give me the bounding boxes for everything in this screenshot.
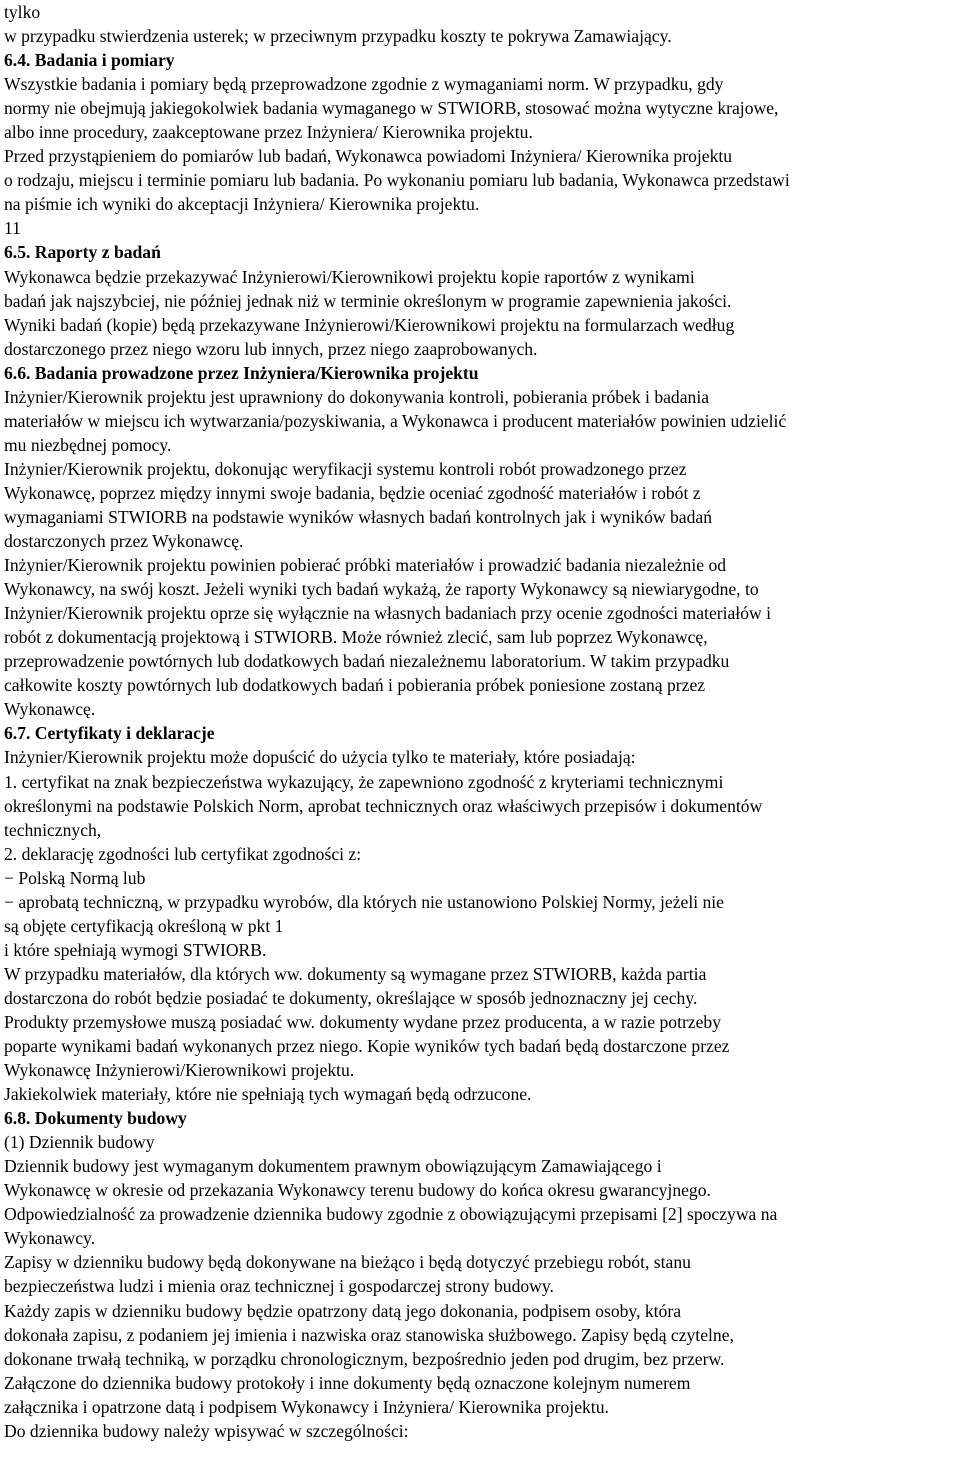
text-line: (1) Dziennik budowy	[4, 1132, 155, 1153]
text-line: Produkty przemysłowe muszą posiadać ww. dokumenty wydane przez producenta, a w razie potrzeby	[4, 1011, 722, 1032]
text-line: i które spełniają wymogi STWIORB.	[4, 939, 267, 960]
text-line: Zapisy w dzienniku budowy będą dokonywane na bieżąco i będą dotyczyć przebiegu robót, stanu	[4, 1252, 691, 1273]
text-line: Inżynier/Kierownik projektu może dopuścić do użycia tylko te materiały, które posiadają:	[4, 747, 636, 768]
text-line: Jakiekolwiek materiały, które nie spełniają tych wymagań będą odrzucone.	[4, 1084, 532, 1105]
section-heading: 6.7. Certyfikaty i deklaracje	[4, 723, 215, 744]
text-line: Inżynier/Kierownik projektu jest uprawniony do dokonywania kontroli, pobierania próbek i badania	[4, 386, 710, 407]
text-line: Wykonawcę.	[4, 699, 96, 720]
text-line: wymaganiami STWIORB na podstawie wyników własnych badań kontrolnych jak i wyników badań	[4, 506, 713, 527]
text-line: przeprowadzenie powtórnych lub dodatkowych badań niezależnemu laboratorium. W takim przypadku	[4, 651, 730, 672]
text-line: dokonała zapisu, z podaniem jej imienia i nazwiska oraz stanowiska służbowego. Zapisy będą czytelne,	[4, 1324, 734, 1345]
text-line: o rodzaju, miejscu i terminie pomiaru lub badania. Po wykonaniu pomiaru lub badania, Wykonawca przedstawi	[4, 170, 790, 191]
text-line: załącznika i opatrzone datą i podpisem Wykonawcy i Inżyniera/ Kierownika projektu.	[4, 1396, 609, 1417]
section-heading: 6.4. Badania i pomiary	[4, 50, 175, 71]
text-line: badań jak najszybciej, nie później jednak niż w terminie określonym w programie zapewnienia jakości.	[4, 290, 732, 311]
text-line: Wszystkie badania i pomiary będą przeprowadzone zgodnie z wymaganiami norm. W przypadku, gdy	[4, 74, 724, 95]
text-line: poparte wynikami badań wykonanych przez niego. Kopie wyników tych badań będą dostarczone przez	[4, 1036, 730, 1057]
text-line: Wykonawcy.	[4, 1228, 96, 1249]
text-line: materiałów w miejscu ich wytwarzania/pozyskiwania, a Wykonawca i producent materiałów powinien udzielić	[4, 410, 787, 431]
text-line: są objęte certyfikacją określoną w pkt 1	[4, 915, 284, 936]
text-line: dostarczona do robót będzie posiadać te dokumenty, określające w sposób jednoznaczny jej cechy.	[4, 987, 698, 1008]
text-line: bezpieczeństwa ludzi i mienia oraz technicznej i gospodarczej strony budowy.	[4, 1276, 554, 1297]
text-line: całkowite koszty powtórnych lub dodatkowych badań i pobierania próbek poniesione zostaną przez	[4, 675, 706, 696]
section-heading: 6.6. Badania prowadzone przez Inżyniera/Kierownika projektu	[4, 362, 479, 383]
text-line: robót z dokumentacją projektową i STWIORB. Może również zlecić, sam lub poprzez Wykonawcę,	[4, 627, 708, 648]
text-line: Wykonawcę, poprzez między innymi swoje badania, będzie oceniać zgodność materiałów i robót z	[4, 482, 701, 503]
text-line: dokonane trwałą techniką, w porządku chronologicznym, bezpośrednio jeden pod drugim, bez przerw.	[4, 1348, 725, 1369]
text-line: − Polską Normą lub	[4, 867, 146, 888]
section-heading: 6.8. Dokumenty budowy	[4, 1108, 187, 1129]
text-line: Wykonawca będzie przekazywać Inżynierowi/Kierownikowi projektu kopie raportów z wynikami	[4, 266, 695, 287]
section-heading: 6.5. Raporty z badań	[4, 242, 161, 263]
text-line: Odpowiedzialność za prowadzenie dziennika budowy zgodnie z obowiązującymi przepisami [2] spoczywa na	[4, 1204, 778, 1225]
text-line: dostarczonego przez niego wzoru lub innych, przez niego zaaprobowanych.	[4, 338, 538, 359]
text-line: określonymi na podstawie Polskich Norm, aprobat technicznych oraz właściwych przepisów i dokumentów	[4, 795, 763, 816]
text-line: dostarczonych przez Wykonawcę.	[4, 531, 244, 552]
text-line: 1. certyfikat na znak bezpieczeństwa wykazujący, że zapewniono zgodność z kryteriami technicznymi	[4, 771, 724, 792]
text-line: technicznych,	[4, 819, 102, 840]
text-line: albo inne procedury, zaakceptowane przez Inżyniera/ Kierownika projektu.	[4, 122, 533, 143]
text-line: W przypadku materiałów, dla których ww. dokumenty są wymagane przez STWIORB, każda partia	[4, 963, 707, 984]
text-line: w przypadku stwierdzenia usterek; w przeciwnym przypadku koszty te pokrywa Zamawiający.	[4, 26, 672, 47]
text-line: tylko	[4, 2, 41, 22]
text-line: Załączone do dziennika budowy protokoły i inne dokumenty będą oznaczone kolejnym numerem	[4, 1372, 691, 1393]
text-line: 11	[4, 218, 21, 239]
text-line: Każdy zapis w dzienniku budowy będzie opatrzony datą jego dokonania, podpisem osoby, która	[4, 1300, 682, 1321]
text-line: Dziennik budowy jest wymaganym dokumentem prawnym obowiązującym Zamawiającego i	[4, 1156, 662, 1177]
text-line: Wykonawcy, na swój koszt. Jeżeli wyniki tych badań wykażą, że raporty Wykonawcy są niewiarygodne, to	[4, 579, 759, 600]
text-line: Inżynier/Kierownik projektu oprze się wyłącznie na własnych badaniach przy ocenie zgodności materiałów i	[4, 603, 771, 624]
text-line: Wykonawcę w okresie od przekazania Wykonawcy terenu budowy do końca okresu gwarancyjnego.	[4, 1180, 711, 1201]
text-line: normy nie obejmują jakiegokolwiek badania wymaganego w STWIORB, stosować można wytyczne krajowe,	[4, 98, 779, 119]
text-line: Wyniki badań (kopie) będą przekazywane Inżynierowi/Kierownikowi projektu na formularzach według	[4, 314, 735, 335]
text-line: Przed przystąpieniem do pomiarów lub badań, Wykonawca powiadomi Inżyniera/ Kierownika projektu	[4, 146, 733, 167]
text-line: 2. deklarację zgodności lub certyfikat zgodności z:	[4, 843, 362, 864]
text-line: − aprobatą techniczną, w przypadku wyrobów, dla których nie ustanowiono Polskiej Normy, jeżeli nie	[4, 891, 724, 912]
text-line: na piśmie ich wyniki do akceptacji Inżyniera/ Kierownika projektu.	[4, 194, 480, 215]
text-line: Do dziennika budowy należy wpisywać w szczególności:	[4, 1420, 409, 1441]
text-line: Wykonawcę Inżynierowi/Kierownikowi projektu.	[4, 1060, 355, 1081]
text-line: mu niezbędnej pomocy.	[4, 434, 172, 455]
text-line: Inżynier/Kierownik projektu powinien pobierać próbki materiałów i prowadzić badania niezależnie od	[4, 555, 727, 576]
text-line: Inżynier/Kierownik projektu, dokonując weryfikacji systemu kontroli robót prowadzonego przez	[4, 458, 687, 479]
